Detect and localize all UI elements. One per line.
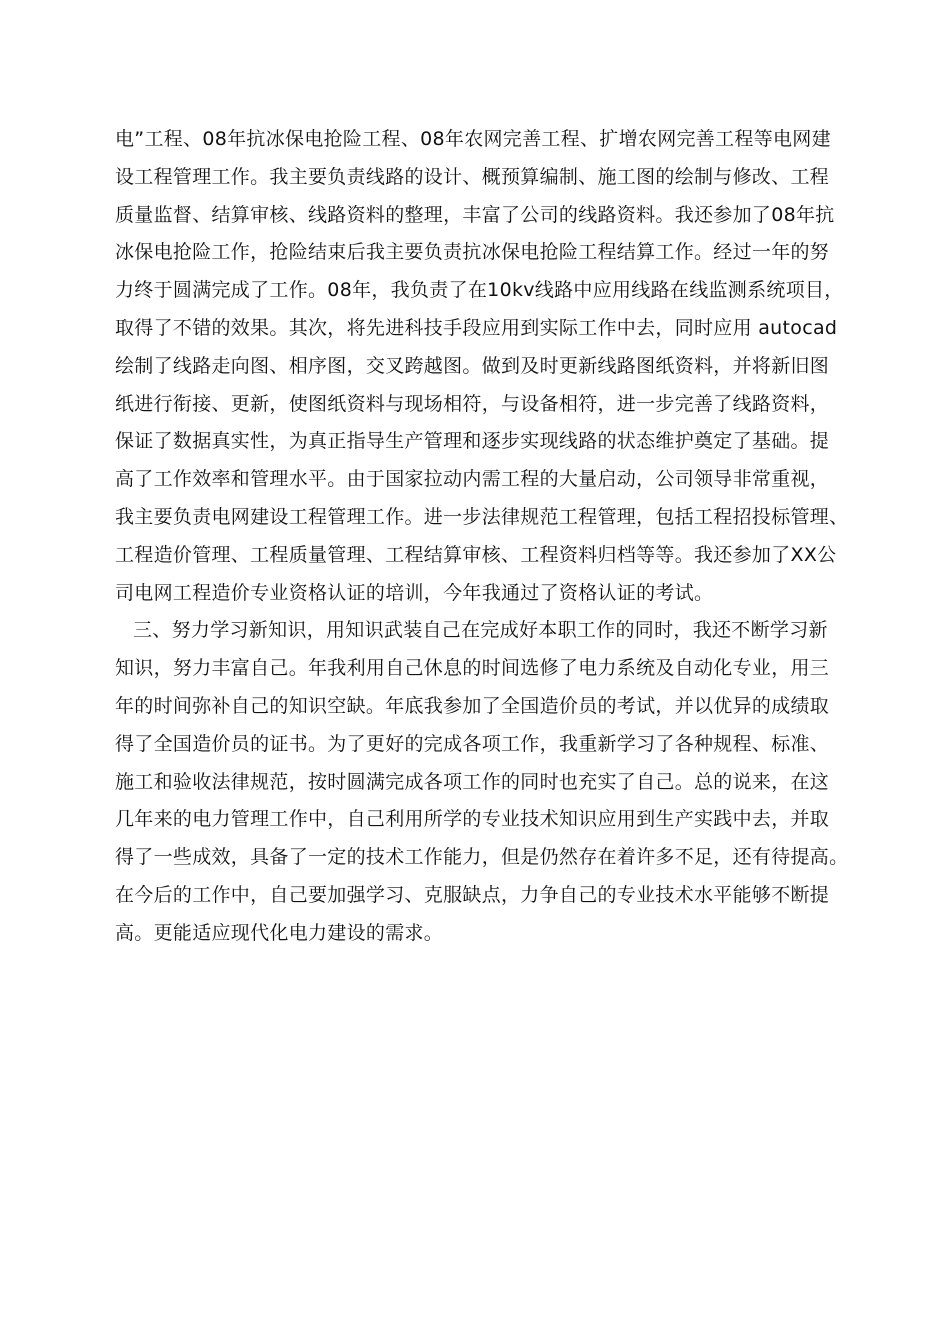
text-line: 高了工作效率和管理水平。由于国家拉动内需工程的大量启动，公司领导非常重视， bbox=[115, 468, 830, 491]
text-line: 绘制了线路走向图、相序图，交叉跨越图。做到及时更新线路图纸资料，并将新旧图 bbox=[115, 354, 830, 377]
text-line: 我主要负责电网建设工程管理工作。进一步法律规范工程管理，包括工程招投标管理、 bbox=[115, 505, 849, 528]
text-line: 知识，努力丰富自己。年我利用自己休息的时间选修了电力系统及自动化专业，用三 bbox=[115, 657, 830, 680]
text-line: 年的时间弥补自己的知识空缺。年底我参加了全国造价员的考试，并以优异的成绩取 bbox=[115, 694, 830, 717]
text-line: 三、努力学习新知识，用知识武装自己在完成好本职工作的同时，我还不断学习新 bbox=[133, 619, 828, 642]
text-line: 取得了不错的效果。其次，将先进科技手段应用到实际工作中去，同时应用 autocad bbox=[115, 316, 838, 339]
text-line: 得了全国造价员的证书。为了更好的完成各项工作，我重新学习了各种规程、标准、 bbox=[115, 732, 830, 755]
text-line: 质量监督、结算审核、线路资料的整理，丰富了公司的线路资料。我还参加了08年抗 bbox=[115, 203, 835, 226]
text-line: 几年来的电力管理工作中，自己利用所学的专业技术知识应用到生产实践中去，并取 bbox=[115, 808, 830, 831]
text-line: 司电网工程造价专业资格认证的培训，今年我通过了资格认证的考试。 bbox=[115, 581, 714, 604]
paragraph-2 bbox=[115, 612, 851, 952]
text-line: 高。更能适应现代化电力建设的需求。 bbox=[115, 921, 444, 944]
text-line: 力终于圆满完成了工作。08年，我负责了在10kv线路中应用线路在线监测系统项目， bbox=[115, 279, 844, 302]
text-line: 保证了数据真实性，为真正指导生产管理和逐步实现线路的状态维护奠定了基础。提 bbox=[115, 430, 830, 453]
text-line: 得了一些成效，具备了一定的技术工作能力，但是仍然存在着许多不足，还有待提高。 bbox=[115, 846, 849, 869]
text-line: 工程造价管理、工程质量管理、工程结算审核、工程资料归档等等。我还参加了XX公 bbox=[115, 543, 837, 566]
text-line: 在今后的工作中，自己要加强学习、克服缺点，力争自己的专业技术水平能够不断提 bbox=[115, 883, 830, 906]
text-line: 施工和验收法律规范，按时圆满完成各项工作的同时也充实了自己。总的说来，在这 bbox=[115, 770, 830, 793]
text-line: 纸进行衔接、更新，使图纸资料与现场相符，与设备相符，进一步完善了线路资料， bbox=[115, 392, 830, 415]
text-line: 冰保电抢险工作，抢险结束后我主要负责抗冰保电抢险工程结算工作。经过一年的努 bbox=[115, 241, 830, 264]
text-line: 电”工程、08年抗冰保电抢险工程、08年农网完善工程、扩增农网完善工程等电网建 bbox=[115, 128, 831, 150]
text-line: 设工程管理工作。我主要负责线路的设计、概预算编制、施工图的绘制与修改、工程 bbox=[115, 165, 830, 188]
document-body bbox=[115, 121, 851, 953]
paragraph-1 bbox=[115, 121, 851, 612]
